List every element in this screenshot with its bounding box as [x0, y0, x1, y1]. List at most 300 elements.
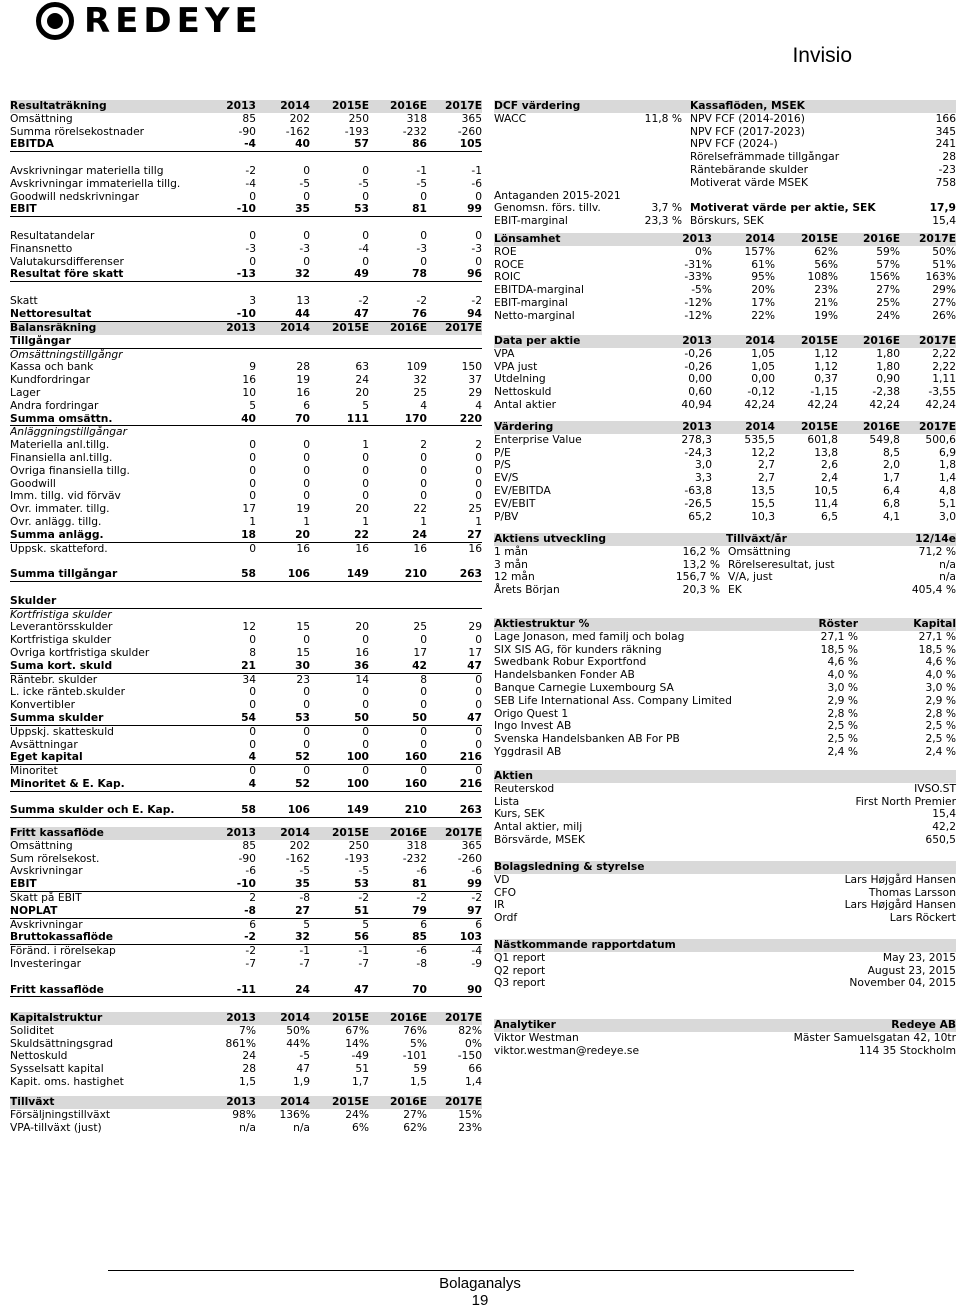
row-value: 17%	[751, 295, 775, 309]
row-value: 0	[303, 163, 310, 177]
row-value: 0	[303, 228, 310, 242]
row-value: -101	[402, 1049, 427, 1063]
table-row	[494, 215, 956, 228]
row-value: Lars Röckert	[889, 911, 956, 925]
row-label: Leverantörsskulder	[10, 621, 113, 634]
row-label: Minoritet	[10, 765, 58, 778]
row-label: NOPLAT	[10, 904, 58, 917]
row-value: 0	[420, 633, 427, 647]
row-value: 32	[295, 267, 310, 281]
row-value: -5	[358, 864, 369, 878]
row-value: 0	[249, 489, 256, 503]
row-value: 0	[303, 189, 310, 203]
table-row	[10, 203, 482, 217]
row-label: Reuterskod	[494, 782, 555, 795]
row-value: 53	[354, 877, 369, 891]
row-label: Övr. immater. tillg.	[10, 503, 110, 516]
row-value: 17,9	[929, 201, 956, 215]
year-header: 2015E	[800, 420, 838, 433]
row-label: ROE	[494, 245, 517, 258]
row-label: Andra fordringar	[10, 399, 99, 412]
row-label: Övriga kortfristiga skulder	[10, 646, 150, 659]
row-label: P/E	[494, 446, 511, 459]
row-value: 42,24	[925, 397, 956, 411]
row-value: 0	[362, 450, 369, 464]
row-value: -2	[244, 930, 256, 944]
row-value: 149	[346, 803, 369, 817]
row-value: -0,26	[684, 359, 712, 373]
row-value: 22%	[751, 308, 775, 322]
year-header: 2016E	[862, 334, 900, 347]
row-value: 1,80	[876, 346, 900, 360]
row-value: 29%	[932, 283, 956, 297]
row-value: 13,8	[814, 445, 838, 459]
row-value: Lars Højgård Hansen	[844, 872, 956, 886]
table-row	[494, 899, 956, 912]
row-value: 0	[303, 737, 310, 751]
row-label: Utdelning	[494, 373, 546, 386]
row-value	[634, 126, 682, 139]
row-value: 318	[406, 838, 427, 852]
table-row	[10, 878, 482, 892]
row-value: 4,0 %	[827, 668, 858, 682]
row-value: Lars Højgård Hansen	[844, 898, 956, 912]
row-value: -3,55	[928, 385, 956, 399]
year-header: 2014	[280, 321, 310, 334]
row-value: 163%	[925, 270, 956, 284]
table-row	[10, 686, 482, 699]
row-label	[494, 164, 634, 177]
row-value: 105	[459, 137, 482, 151]
row-value: 10,3	[751, 509, 775, 523]
table-header	[10, 827, 482, 840]
table-row	[494, 746, 956, 759]
table-header	[494, 618, 956, 631]
row-value: 0	[362, 463, 369, 477]
row-label	[494, 138, 634, 151]
row-label: Fritt kassaflöde	[10, 983, 104, 996]
row-value: -150	[457, 1049, 482, 1063]
row-value: -5	[358, 176, 369, 190]
row-value: 27%	[932, 295, 956, 309]
row-label: Origo Quest 1	[494, 707, 569, 720]
row-value: 106	[287, 803, 310, 817]
row-label: Rörelseresultat, just	[728, 558, 835, 571]
row-label: Q3 report	[494, 977, 546, 990]
row-value: 25	[413, 620, 427, 634]
row-value: 0	[420, 737, 427, 751]
row-value: 19%	[814, 308, 838, 322]
row-value: 0,00	[688, 372, 712, 386]
row-value: 86	[412, 137, 427, 151]
row-value: 97	[467, 903, 482, 917]
row-value: 2,5 %	[925, 732, 956, 746]
row-value: 32	[295, 930, 310, 944]
row-label: NPV FCF (2014-2016)	[690, 112, 805, 125]
row-value: 62%	[814, 244, 838, 258]
row-value: 405,4 %	[911, 583, 956, 597]
row-value	[634, 138, 682, 151]
row-value: 42,24	[869, 397, 900, 411]
row-value: -0,12	[747, 385, 775, 399]
year-header: 2016E	[389, 1095, 427, 1108]
row-label: Lage Jonason, med familj och bolag	[494, 630, 685, 643]
row-value: 5%	[410, 1036, 427, 1050]
row-value: -5	[299, 864, 310, 878]
row-value: 71,2 %	[918, 544, 956, 558]
row-value: 16	[468, 541, 482, 555]
row-label: Motiverat värde MSEK	[690, 176, 808, 189]
table-row	[10, 503, 482, 516]
row-value: 0	[362, 724, 369, 738]
page-footer	[0, 1275, 960, 1309]
row-value: 24	[295, 982, 310, 996]
row-value: 2,8 %	[827, 706, 858, 720]
table-row	[494, 138, 956, 151]
row-value: 5	[362, 917, 369, 931]
row-value: 24	[242, 1049, 256, 1063]
row-value: 0	[362, 228, 369, 242]
row-value: 76	[412, 306, 427, 320]
row-value: 70	[295, 411, 310, 425]
row-value: -260	[457, 851, 482, 865]
table-row	[10, 660, 482, 674]
row-value: 2	[249, 890, 256, 904]
row-value: 23,3 %	[644, 214, 682, 228]
row-value: -2	[471, 890, 482, 904]
row-value: 27%	[403, 1107, 427, 1121]
table-row	[494, 644, 956, 657]
row-value: 40	[241, 411, 256, 425]
row-label: Lager	[10, 386, 41, 399]
row-value: 210	[404, 567, 427, 581]
row-value: 21%	[814, 295, 838, 309]
row-value: 62%	[403, 1120, 427, 1134]
row-value: 0	[420, 254, 427, 268]
table-row	[494, 834, 956, 847]
row-value: 13,2 %	[682, 557, 720, 571]
row-value: 51%	[932, 257, 956, 271]
row-value: 53	[295, 710, 310, 724]
eye-logo-icon	[36, 2, 74, 40]
row-value: 57	[354, 137, 369, 151]
spacer	[10, 217, 482, 230]
row-value: 0	[249, 189, 256, 203]
row-value: 13,5	[751, 483, 775, 497]
year-header: 2017E	[444, 321, 482, 334]
row-label: Rörelsefrämmade tillgångar	[690, 151, 840, 164]
row-label: Finansnetto	[10, 242, 73, 255]
spacer	[10, 971, 482, 984]
row-value: 95%	[751, 270, 775, 284]
row-value: 4	[475, 398, 482, 412]
year-header: 2013	[226, 321, 256, 334]
row-label: Omsättningstillgångr	[10, 348, 123, 361]
row-value: 20	[355, 620, 369, 634]
row-value: 2,6	[821, 458, 838, 472]
row-label: Skulder	[10, 594, 57, 607]
row-label: Omsättning	[10, 112, 73, 125]
table-row	[10, 751, 482, 765]
row-value: 78	[412, 267, 427, 281]
row-value: -2	[471, 293, 482, 307]
row-label: ROIC	[494, 271, 521, 284]
row-value: 6,9	[939, 445, 956, 459]
table-row	[494, 498, 956, 511]
row-value: 47	[467, 710, 482, 724]
row-value: 20	[355, 385, 369, 399]
row-value: 11,8 %	[644, 111, 682, 125]
row-value: 24%	[345, 1107, 369, 1121]
table-title: Aktiens utveckling	[494, 532, 607, 545]
row-value: 0	[249, 450, 256, 464]
row-value: 81	[412, 877, 427, 891]
year-header: 2013	[226, 99, 256, 112]
row-value: 1,5	[410, 1074, 427, 1088]
row-value: 17	[242, 502, 256, 516]
row-value: 3,0 %	[925, 680, 956, 694]
row-value: 2,5 %	[827, 719, 858, 733]
row-value	[634, 164, 682, 177]
row-value: 263	[459, 803, 482, 817]
row-label: Materiella anl.tillg.	[10, 439, 110, 452]
year-header: 2016E	[389, 826, 427, 839]
table-header	[494, 233, 956, 246]
row-value: 99	[467, 877, 482, 891]
row-value: 0,90	[876, 372, 900, 386]
table-row	[10, 726, 482, 739]
row-value: 365	[461, 838, 482, 852]
row-value: 1,5	[239, 1074, 256, 1088]
table-row	[494, 511, 956, 524]
page-title: Invisio	[792, 44, 852, 67]
row-value: 5,1	[939, 496, 956, 510]
year-header: 2017E	[444, 1095, 482, 1108]
table-row	[10, 1025, 482, 1038]
row-label: Uppskj. skatteskuld	[10, 725, 114, 738]
year-header: 2017E	[444, 1011, 482, 1024]
redeye-logo	[36, 0, 263, 42]
table-row	[494, 126, 956, 139]
row-label	[494, 177, 634, 190]
row-value: 100	[346, 750, 369, 764]
row-label: Valutakursdifferenser	[10, 255, 124, 268]
row-value: 2,4	[821, 471, 838, 485]
row-value: 0	[362, 189, 369, 203]
row-value: 0	[249, 463, 256, 477]
row-value: 109	[406, 360, 427, 374]
row-value: 0	[303, 450, 310, 464]
row-label: Antal aktier, milj	[494, 821, 583, 834]
row-label: Börskurs, SEK	[690, 215, 764, 228]
table-row	[494, 485, 956, 498]
row-value: -12%	[684, 295, 712, 309]
row-value: May 23, 2015	[882, 950, 956, 964]
row-value: 26%	[932, 308, 956, 322]
row-value: 4,8	[939, 483, 956, 497]
row-value: 18,5 %	[820, 642, 858, 656]
row-value: 1	[303, 514, 310, 528]
row-value: 0	[362, 737, 369, 751]
row-value: 0	[475, 672, 482, 686]
row-value: 0	[249, 698, 256, 712]
year-header: 2015E	[331, 1095, 369, 1108]
row-label	[494, 126, 634, 139]
row-value: 51	[355, 1062, 369, 1076]
row-label: EBITDA	[10, 138, 54, 151]
row-value: -63,8	[684, 483, 712, 497]
row-value: -260	[457, 124, 482, 138]
row-label: EBIT-marginal	[494, 214, 568, 228]
row-value: 94	[467, 306, 482, 320]
year-header: 2014	[280, 99, 310, 112]
year-header: 2016E	[389, 99, 427, 112]
row-value: 0	[303, 476, 310, 490]
table-title: Analytiker	[494, 1019, 556, 1031]
row-value: 0	[420, 685, 427, 699]
row-value: Mäster Samuelsgatan 42, 10tr	[793, 1030, 956, 1044]
row-value: 61%	[751, 257, 775, 271]
row-value: -11	[236, 982, 256, 996]
row-value: 27	[295, 903, 310, 917]
row-value: 47	[354, 306, 369, 320]
row-label: 3 mån	[494, 557, 528, 571]
row-value: 58	[241, 803, 256, 817]
row-label: VPA-tillväxt (just)	[10, 1121, 102, 1134]
row-value: 0	[362, 698, 369, 712]
row-label: Bruttokassaflöde	[10, 931, 114, 944]
row-value: 0	[420, 228, 427, 242]
row-value: 57%	[876, 257, 900, 271]
row-value: 17	[468, 645, 482, 659]
row-value: 16,2 %	[682, 544, 720, 558]
table-row	[10, 113, 482, 126]
year-header: 2015E	[331, 1011, 369, 1024]
row-value: 114 35 Stockholm	[858, 1043, 956, 1057]
row-value: 27	[467, 527, 482, 541]
year-header: 2013	[682, 232, 712, 245]
table-row	[10, 674, 482, 687]
row-value: 365	[461, 111, 482, 125]
table-title: Data per aktie	[494, 335, 581, 347]
row-label: Nettoresultat	[10, 307, 92, 320]
row-value: 0	[362, 489, 369, 503]
row-value: 85	[242, 838, 256, 852]
ownership-table	[494, 618, 956, 770]
row-value: 6,5	[821, 509, 838, 523]
table-row	[10, 712, 482, 726]
row-value: -7	[358, 956, 369, 970]
row-value: 42	[412, 658, 427, 672]
row-value: 1	[249, 514, 256, 528]
row-value: 47	[354, 982, 369, 996]
table-title: Tillväxt	[10, 1096, 55, 1108]
row-value: 0%	[695, 244, 712, 258]
row-value: 136%	[279, 1107, 310, 1121]
row-value: 16	[355, 645, 369, 659]
row-value: 16	[242, 373, 256, 387]
row-value: -2	[358, 293, 369, 307]
row-value: 0	[475, 228, 482, 242]
table-row	[494, 399, 956, 412]
table-row	[10, 931, 482, 945]
row-value: 96	[467, 267, 482, 281]
stock-info-table	[494, 770, 956, 861]
row-label: WACC	[494, 111, 527, 125]
row-value: 27,1 %	[820, 629, 858, 643]
row-value: -3	[299, 241, 310, 255]
row-value: 25	[413, 385, 427, 399]
row-value: 36	[354, 658, 369, 672]
row-value: 1,80	[876, 359, 900, 373]
row-value: 7%	[239, 1023, 256, 1037]
row-label: L. icke ränteb.skulder	[10, 686, 125, 699]
row-value: -12%	[684, 308, 712, 322]
row-value: 2,5 %	[827, 732, 858, 746]
row-value: 1	[362, 438, 369, 452]
row-label: Motiverat värde per aktie, SEK	[690, 202, 876, 215]
row-value: 166	[935, 111, 956, 125]
row-value: 4,6 %	[827, 655, 858, 669]
row-value: 1,4	[465, 1074, 482, 1088]
row-value: -31%	[684, 257, 712, 271]
row-value: 0%	[465, 1036, 482, 1050]
row-value: 0	[249, 633, 256, 647]
row-label: Räntebr. skulder	[10, 673, 98, 686]
row-value: 0	[475, 724, 482, 738]
row-value: 16	[296, 541, 310, 555]
row-value: -49	[351, 1049, 369, 1063]
row-value: 157%	[744, 244, 775, 258]
row-value: 202	[289, 838, 310, 852]
row-label: Sysselsatt kapital	[10, 1063, 104, 1076]
year-header: 2014	[280, 1011, 310, 1024]
row-value: 0	[475, 463, 482, 477]
balance-table	[10, 322, 482, 827]
row-value: 0	[475, 489, 482, 503]
row-label: Avskrivningar immateriella tillg.	[10, 177, 181, 190]
table-header	[494, 861, 956, 874]
row-value: 0	[475, 254, 482, 268]
dcf-table	[494, 100, 956, 233]
row-value: 0	[249, 685, 256, 699]
row-value: 13	[296, 293, 310, 307]
table-title: Balansräkning	[10, 322, 97, 334]
row-value: 160	[404, 750, 427, 764]
row-value: 14	[355, 672, 369, 686]
row-value: 2	[420, 438, 427, 452]
row-value: -10	[236, 877, 256, 891]
row-label: Skatt	[10, 294, 38, 307]
table-row	[10, 892, 482, 905]
table-row	[10, 529, 482, 543]
table-row	[494, 720, 956, 733]
row-value: -1	[471, 163, 482, 177]
row-value: 1	[362, 514, 369, 528]
table-row	[494, 733, 956, 746]
row-value: 3,7 %	[651, 201, 682, 215]
row-value: 5	[303, 917, 310, 931]
row-value: 10	[242, 385, 256, 399]
table-title: Kassaflöden, MSEK	[690, 100, 805, 112]
row-label: Ordf	[494, 912, 518, 925]
row-label: Kapit. oms. hastighet	[10, 1075, 124, 1088]
row-value: 106	[287, 567, 310, 581]
year-header: 2017E	[444, 99, 482, 112]
year-header: 2017E	[444, 826, 482, 839]
row-value: 24	[412, 527, 427, 541]
table-header	[494, 939, 956, 952]
